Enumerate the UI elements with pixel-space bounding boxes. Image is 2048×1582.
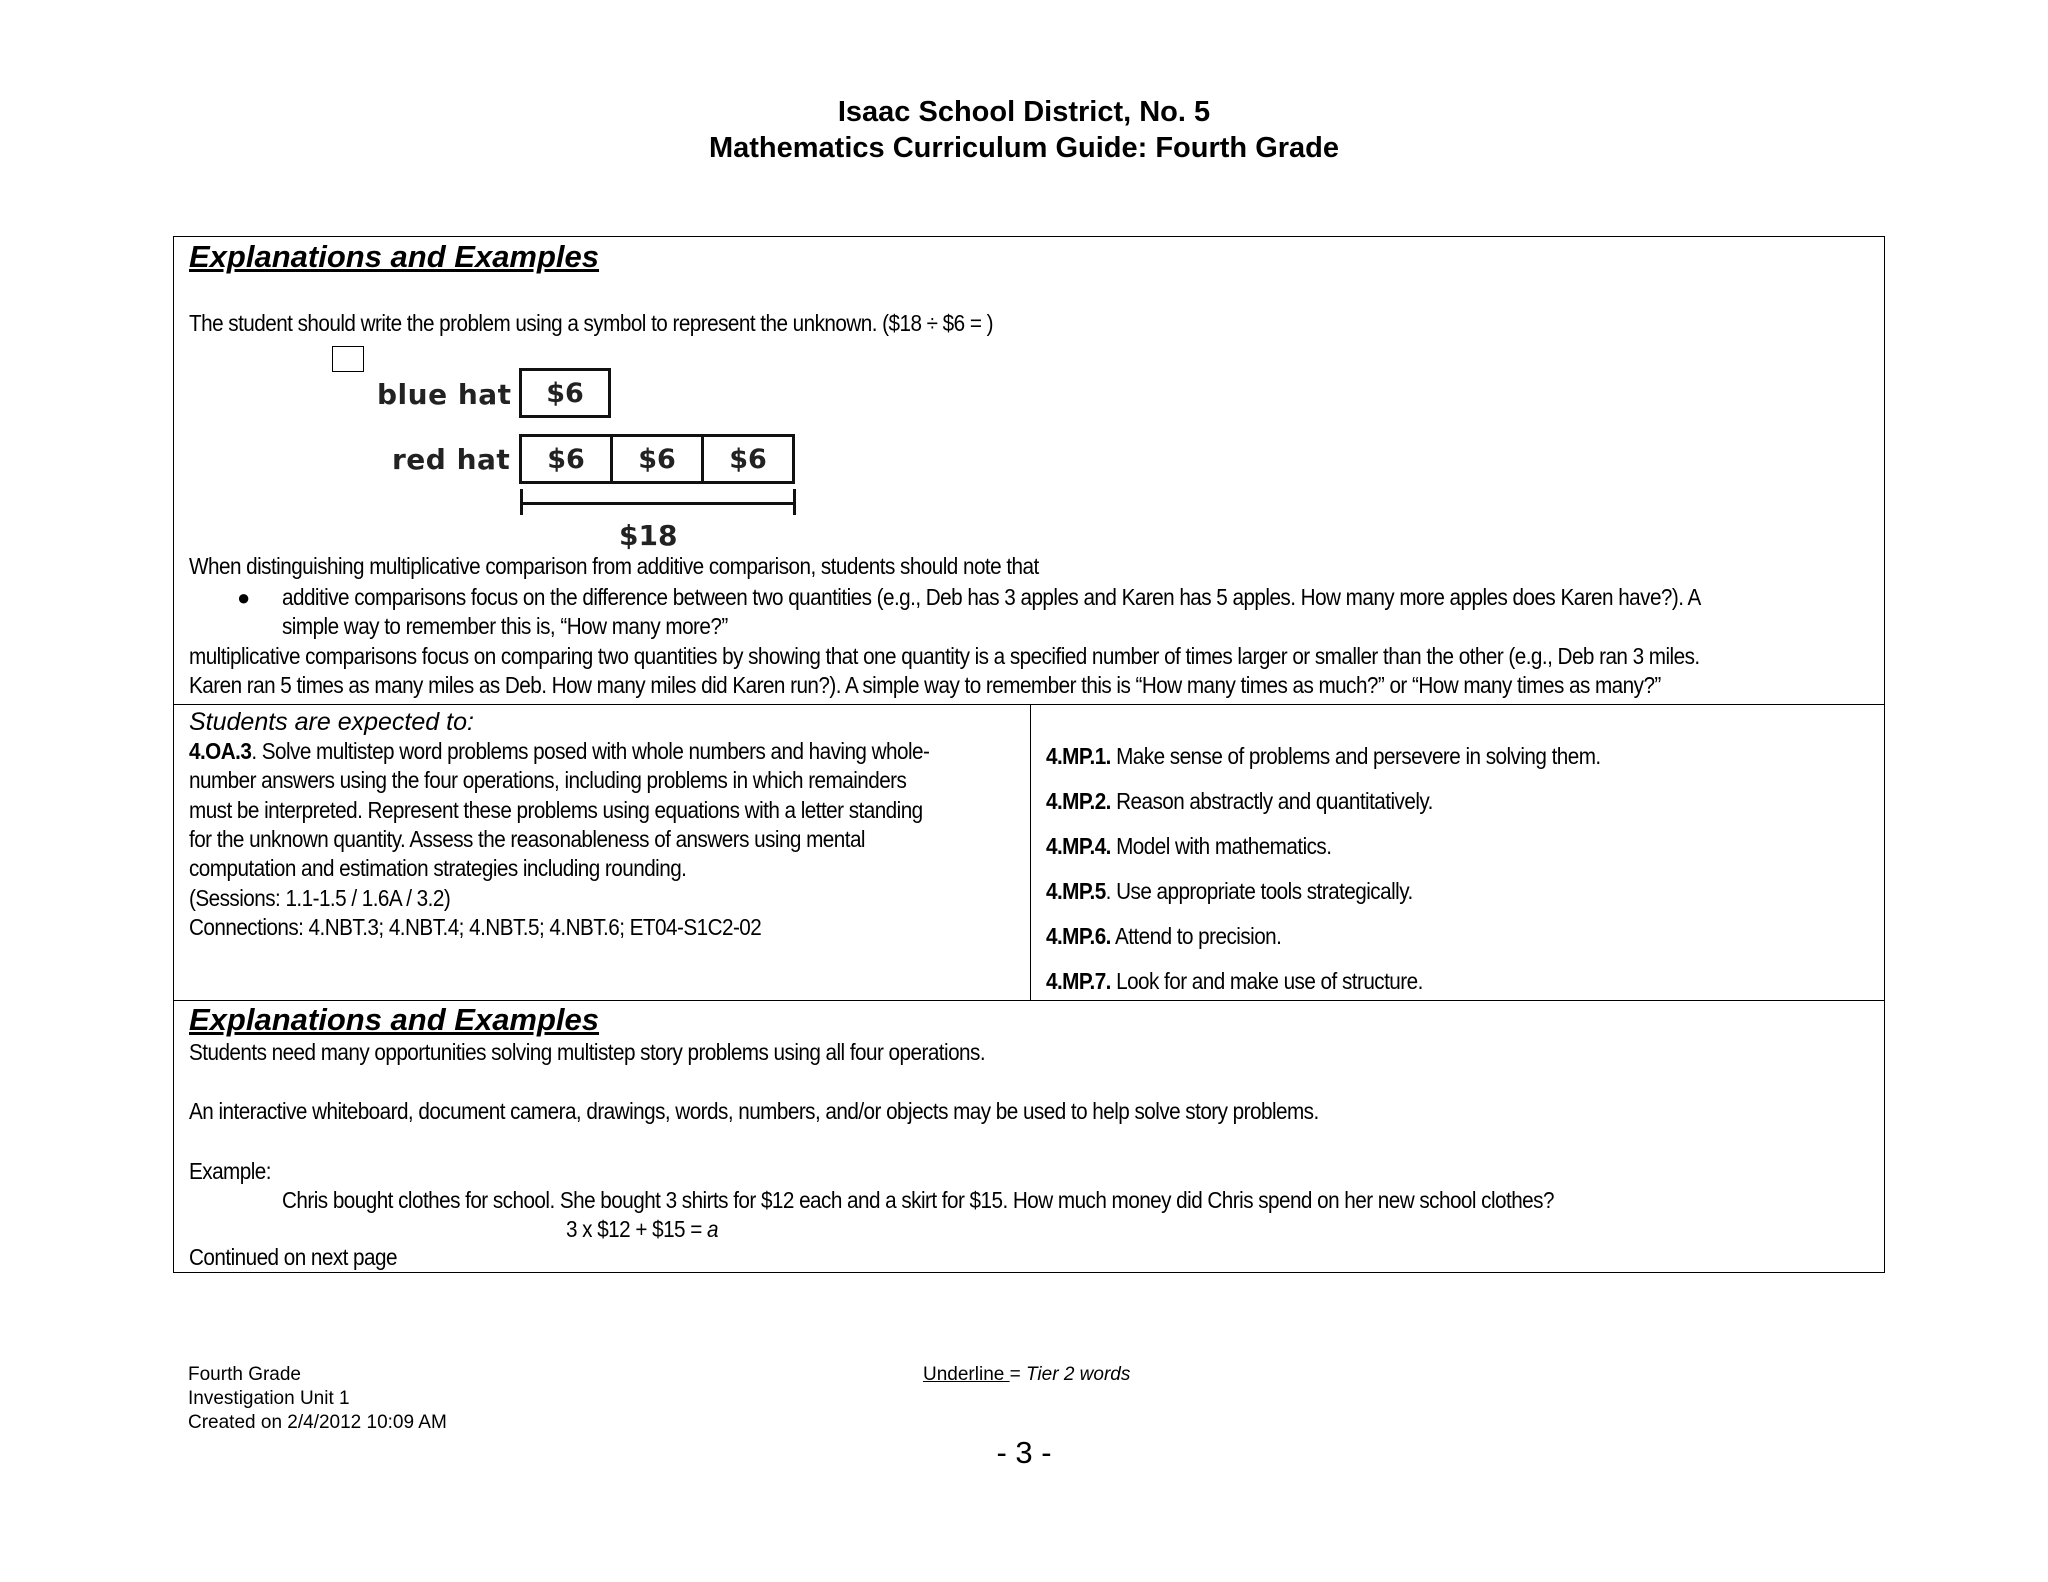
red-hat-label: red hat bbox=[392, 443, 511, 476]
legend-tier: Tier 2 words bbox=[1025, 1364, 1131, 1385]
standard-code: 4.OA.3 bbox=[189, 738, 252, 764]
standard-text: . Solve multistep word problems posed with whole numbers and having whole- bbox=[251, 738, 930, 764]
total-bracket bbox=[521, 502, 795, 505]
equation-expression: 3 x $12 + $15 = bbox=[566, 1216, 707, 1242]
practice-code: 4.MP.4. bbox=[1046, 833, 1111, 859]
legend-underline-word: Underline bbox=[923, 1364, 1010, 1385]
page-number: - 3 - bbox=[996, 1435, 1052, 1470]
section1-intro: The student should write the problem using a symbol to represent the unknown. ($18 ÷ $6 = ) bbox=[189, 310, 993, 336]
bullet-dot: ● bbox=[237, 585, 251, 610]
red-hat-cell: $6 bbox=[701, 434, 795, 484]
red-hat-cell: $6 bbox=[519, 434, 613, 484]
practice-item bbox=[1046, 742, 1601, 771]
example-text: Chris bought clothes for school. She bought 3 shirts for $12 each and a skirt for $15. How much money did Chris spend on her new school clothes? bbox=[282, 1187, 1554, 1213]
section3-line1: Students need many opportunities solving multistep story problems using all four operations. bbox=[189, 1039, 986, 1065]
practice-item bbox=[1046, 967, 1423, 996]
equation-variable: a bbox=[706, 1216, 718, 1242]
connections-line: Connections: 4.NBT.3; 4.NBT.4; 4.NBT.5; 4.NBT.6; ET04-S1C2-02 bbox=[189, 914, 762, 940]
row-divider-2 bbox=[174, 1000, 1884, 1001]
practice-code: 4.MP.6. bbox=[1046, 923, 1111, 949]
footer-grade: Fourth Grade bbox=[188, 1364, 301, 1385]
multiplicative-line1: multiplicative comparisons focus on comparing two quantities by showing that one quantity is a specified number of times larger or smaller than the other (e.g., Deb ran 3 miles. bbox=[189, 643, 1700, 669]
footer-created: Created on 2/4/2012 10:09 AM bbox=[188, 1412, 447, 1433]
row-divider-1 bbox=[174, 704, 1884, 705]
red-hat-cell: $6 bbox=[610, 434, 704, 484]
blue-hat-cell: $6 bbox=[519, 368, 611, 418]
continued-note: Continued on next page bbox=[189, 1244, 397, 1270]
practice-code: 4.MP.7. bbox=[1046, 968, 1111, 994]
practice-item bbox=[1046, 922, 1281, 951]
bracket-tick-left bbox=[520, 489, 523, 515]
practice-text: Reason abstractly and quantitatively. bbox=[1110, 788, 1433, 814]
standard-line bbox=[189, 737, 929, 766]
bracket-tick-right bbox=[793, 489, 796, 515]
practice-item bbox=[1046, 877, 1413, 906]
expected-heading: Students are expected to: bbox=[189, 708, 474, 736]
district-title: Isaac School District, No. 5 bbox=[837, 96, 1211, 128]
practice-text: . Use appropriate tools strategically. bbox=[1105, 878, 1413, 904]
curriculum-table bbox=[173, 236, 1885, 1273]
practice-code: 4.MP.2. bbox=[1046, 788, 1111, 814]
distinguish-text: When distinguishing multiplicative comparison from additive comparison, students should note that bbox=[189, 553, 1039, 579]
underline-legend bbox=[923, 1363, 1130, 1387]
total-label: $18 bbox=[619, 519, 678, 552]
additive-line1: additive comparisons focus on the difference between two quantities (e.g., Deb has 3 apples and Karen has 5 apples. How many more apples does Karen have?). A bbox=[282, 584, 1701, 610]
practice-item bbox=[1046, 832, 1331, 861]
section3-title: Explanations and Examples bbox=[189, 1002, 600, 1037]
standard-line: must be interpreted. Represent these problems using equations with a letter standing bbox=[189, 797, 923, 823]
column-divider bbox=[1030, 704, 1031, 1000]
standard-line: computation and estimation strategies including rounding. bbox=[189, 855, 687, 881]
example-equation bbox=[566, 1215, 718, 1244]
guide-title: Mathematics Curriculum Guide: Fourth Grade bbox=[708, 132, 1340, 164]
multiplicative-line2: Karen ran 5 times as many miles as Deb. How many miles did Karen run?). A simple way to remember this is “How many times as much?” or “How many times as many?” bbox=[189, 672, 1661, 698]
legend-equals: = bbox=[1009, 1364, 1026, 1385]
practice-text: Model with mathematics. bbox=[1110, 833, 1332, 859]
practice-text: Attend to precision. bbox=[1110, 923, 1282, 949]
additive-line2: simple way to remember this is, “How many more?” bbox=[282, 613, 728, 639]
practice-code: 4.MP.1. bbox=[1046, 743, 1111, 769]
sessions-line: (Sessions: 1.1-1.5 / 1.6A / 3.2) bbox=[189, 885, 451, 911]
blue-hat-label: blue hat bbox=[377, 378, 512, 411]
practice-item bbox=[1046, 787, 1433, 816]
practice-code: 4.MP.5 bbox=[1046, 878, 1106, 904]
practice-text: Look for and make use of structure. bbox=[1110, 968, 1423, 994]
section3-line2: An interactive whiteboard, document camera, drawings, words, numbers, and/or objects may be used to help solve story problems. bbox=[189, 1098, 1319, 1124]
footer-unit: Investigation Unit 1 bbox=[188, 1388, 350, 1409]
practice-text: Make sense of problems and persevere in solving them. bbox=[1110, 743, 1601, 769]
standard-line: number answers using the four operations, including problems in which remainders bbox=[189, 767, 907, 793]
unknown-symbol-box bbox=[332, 346, 364, 372]
standard-line: for the unknown quantity. Assess the reasonableness of answers using mental bbox=[189, 826, 865, 852]
example-label: Example: bbox=[189, 1158, 271, 1184]
section1-title: Explanations and Examples bbox=[189, 239, 600, 274]
